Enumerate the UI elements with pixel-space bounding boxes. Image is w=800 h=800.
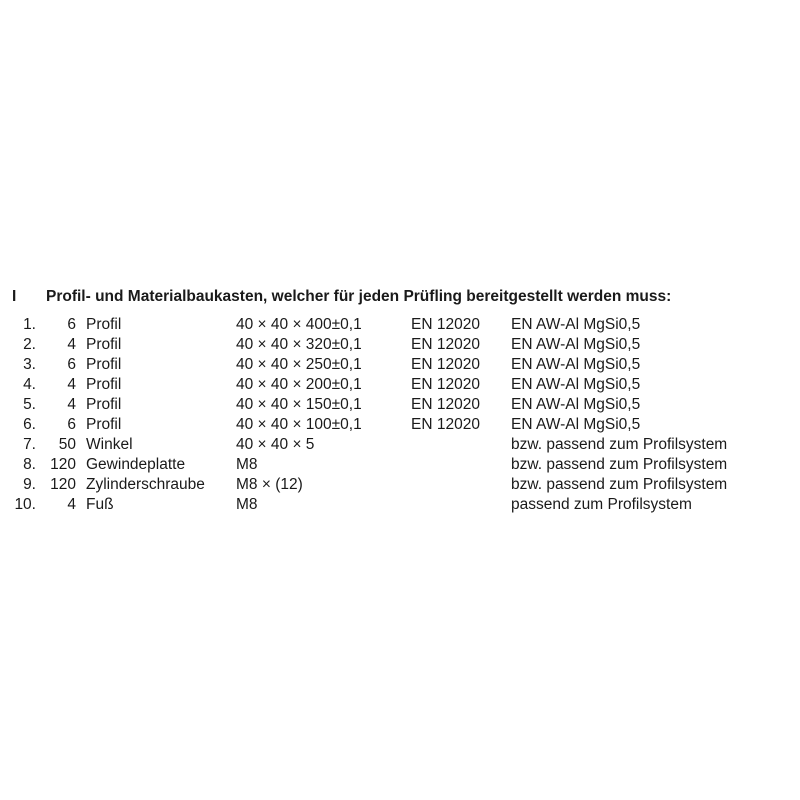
item-dimensions: M8: [236, 496, 258, 513]
item-quantity: 50: [58, 436, 76, 453]
item-position: 10.: [14, 496, 36, 513]
section-number: I: [12, 288, 17, 305]
list-item: [0, 336, 800, 356]
list-item: [0, 316, 800, 336]
item-quantity: 6: [67, 416, 76, 433]
item-quantity: 4: [67, 336, 76, 353]
item-name: Fuß: [86, 496, 114, 513]
item-name: Profil: [86, 316, 122, 333]
item-name: Profil: [86, 356, 122, 373]
item-position: 5.: [23, 396, 36, 413]
item-position: 7.: [23, 436, 36, 453]
item-name: Profil: [86, 396, 122, 413]
item-norm: EN 12020: [411, 336, 480, 353]
item-name: Winkel: [86, 436, 133, 453]
item-norm: EN 12020: [411, 356, 480, 373]
item-material: EN AW-Al MgSi0,5: [511, 396, 641, 413]
parts-list: [0, 316, 800, 528]
item-norm: EN 12020: [411, 416, 480, 433]
item-material: EN AW-Al MgSi0,5: [511, 376, 641, 393]
item-position: 6.: [23, 416, 36, 433]
item-dimensions: 40 × 40 × 250±0,1: [236, 356, 362, 373]
list-item: [0, 436, 800, 456]
item-material: EN AW-Al MgSi0,5: [511, 316, 641, 333]
item-material: bzw. passend zum Profilsystem: [511, 456, 728, 473]
item-dimensions: 40 × 40 × 150±0,1: [236, 396, 362, 413]
item-quantity: 6: [67, 316, 76, 333]
list-item: [0, 356, 800, 376]
item-position: 1.: [23, 316, 36, 333]
item-material: EN AW-Al MgSi0,5: [511, 356, 641, 373]
item-material: bzw. passend zum Profilsystem: [511, 476, 728, 493]
item-dimensions: 40 × 40 × 5: [236, 436, 315, 453]
list-item: [0, 376, 800, 396]
list-item: [0, 456, 800, 476]
item-position: 3.: [23, 356, 36, 373]
item-norm: EN 12020: [411, 316, 480, 333]
item-dimensions: M8 × (12): [236, 476, 303, 493]
list-item: [0, 416, 800, 436]
item-quantity: 6: [67, 356, 76, 373]
item-name: Profil: [86, 416, 122, 433]
item-dimensions: 40 × 40 × 320±0,1: [236, 336, 362, 353]
item-norm: EN 12020: [411, 396, 480, 413]
item-dimensions: M8: [236, 456, 258, 473]
list-item: [0, 496, 800, 516]
item-position: 9.: [23, 476, 36, 493]
item-dimensions: 40 × 40 × 100±0,1: [236, 416, 362, 433]
list-item: [0, 396, 800, 416]
item-norm: EN 12020: [411, 376, 480, 393]
item-position: 4.: [23, 376, 36, 393]
item-material: bzw. passend zum Profilsystem: [511, 436, 728, 453]
item-quantity: 4: [67, 496, 76, 513]
item-material: EN AW-Al MgSi0,5: [511, 336, 641, 353]
item-quantity: 4: [67, 376, 76, 393]
item-name: Zylinderschraube: [86, 476, 205, 493]
section-heading: [0, 288, 800, 310]
item-position: 8.: [23, 456, 36, 473]
item-name: Profil: [86, 376, 122, 393]
item-dimensions: 40 × 40 × 200±0,1: [236, 376, 362, 393]
item-quantity: 120: [50, 456, 76, 473]
list-item: [0, 476, 800, 496]
item-material: EN AW-Al MgSi0,5: [511, 416, 641, 433]
item-name: Profil: [86, 336, 122, 353]
item-quantity: 4: [67, 396, 76, 413]
item-material: passend zum Profilsystem: [511, 496, 692, 513]
item-quantity: 120: [50, 476, 76, 493]
item-name: Gewindeplatte: [86, 456, 186, 473]
section-title: Profil- und Materialbaukasten, welcher für jeden Prüfling bereitgestellt werden muss:: [46, 288, 672, 305]
item-dimensions: 40 × 40 × 400±0,1: [236, 316, 362, 333]
item-position: 2.: [23, 336, 36, 353]
